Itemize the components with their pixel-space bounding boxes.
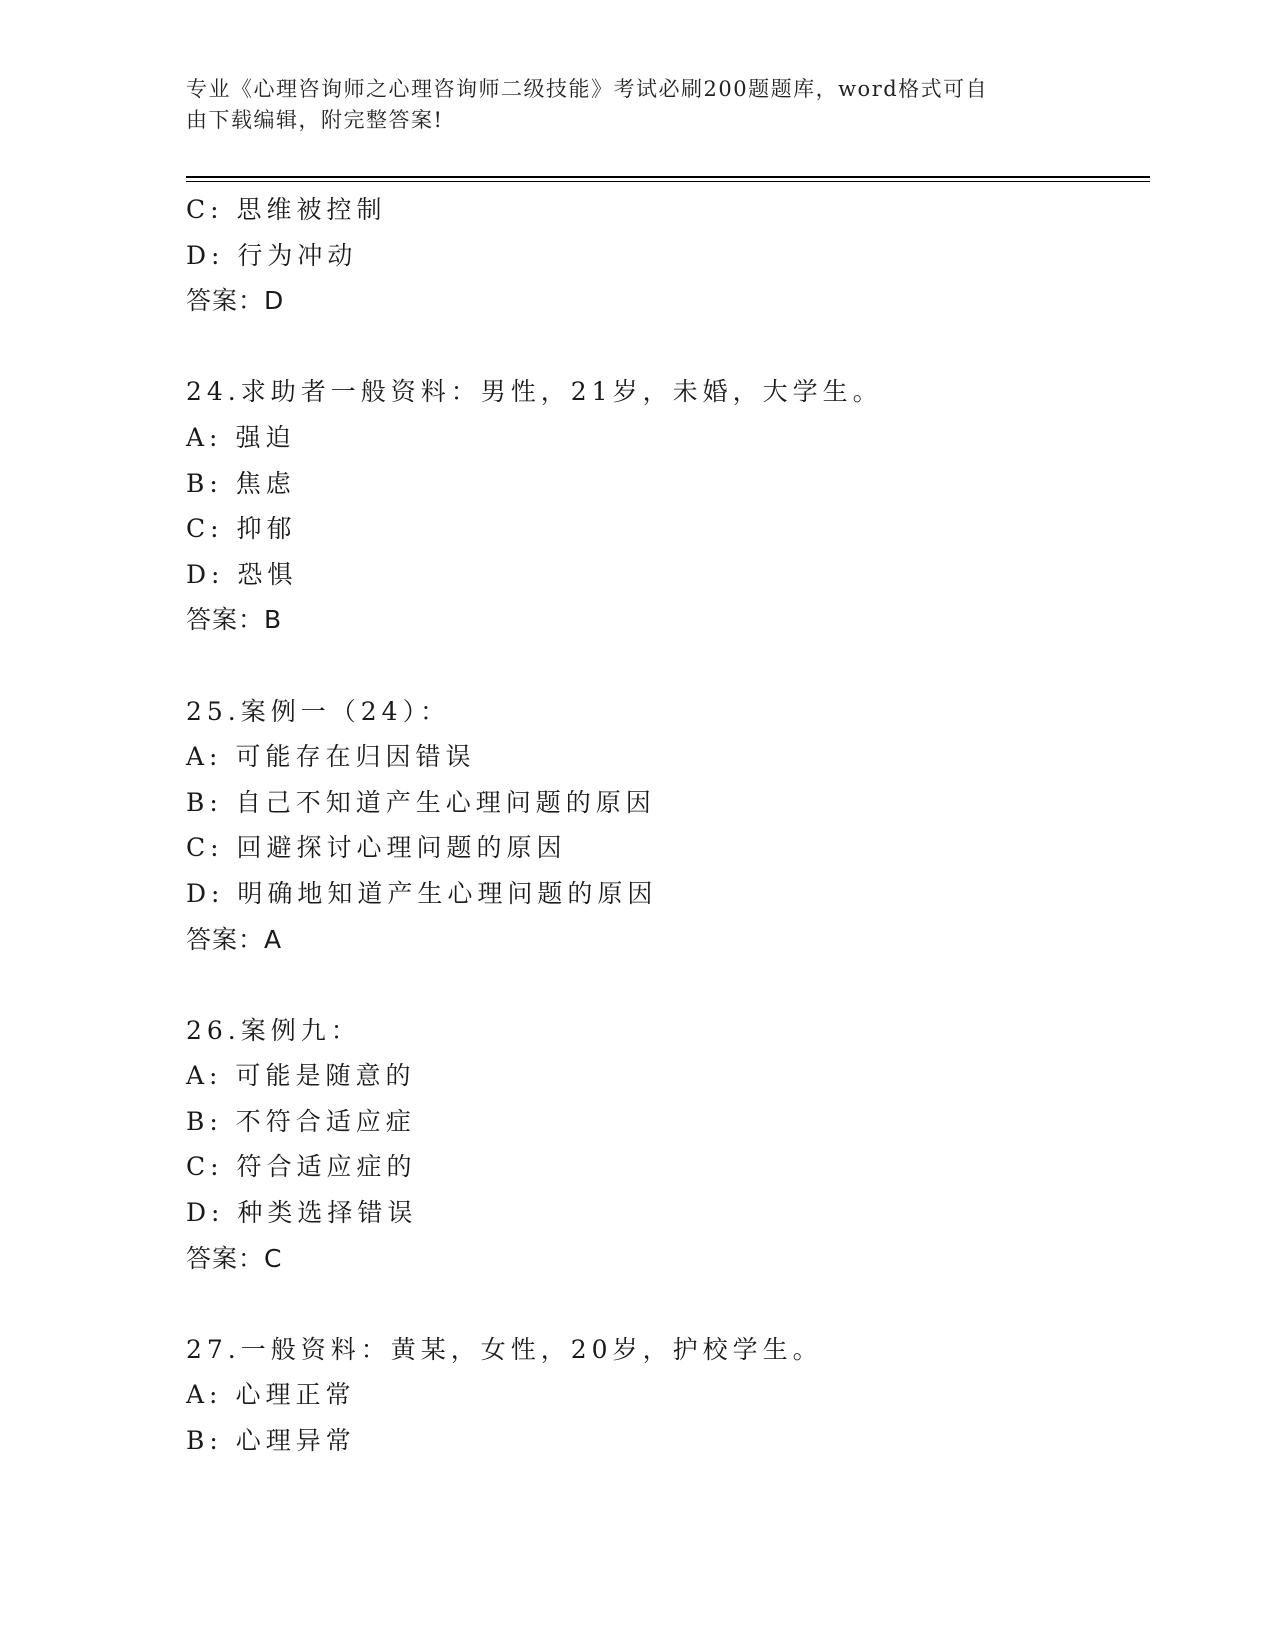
question-27 (186, 1327, 1126, 1464)
option-d: D: 恐惧 (186, 559, 298, 589)
option-d: D: 种类选择错误 (186, 1198, 418, 1228)
spacer (186, 1281, 1126, 1327)
option-d: D: 行为冲动 (186, 240, 358, 270)
option-a: A: 心理正常 (186, 1380, 356, 1410)
question-stem: 25.案例一（24）： (186, 696, 451, 726)
option-b: B: 不符合适应症 (186, 1106, 416, 1136)
header-line-1: 专业《心理咨询师之心理咨询师二级技能》考试必刷200题题库，word格式可自 (186, 77, 989, 101)
answer-23: 答案：D (186, 286, 285, 316)
header-line-2: 由下载编辑，附完整答案! (186, 108, 444, 132)
spacer (186, 962, 1126, 1008)
option-b: B: 自己不知道产生心理问题的原因 (186, 787, 656, 817)
answer-25: 答案：A (186, 924, 283, 954)
header-divider-thin (186, 181, 1150, 182)
question-23-continuation (186, 187, 1126, 324)
question-list (186, 187, 1126, 1464)
spacer (186, 643, 1126, 689)
header-divider-thick (186, 176, 1150, 178)
question-stem: 24.求助者一般资料：男性，21岁，未婚，大学生。 (186, 377, 883, 407)
question-24 (186, 369, 1126, 643)
option-a: A: 可能是随意的 (186, 1061, 416, 1091)
question-26 (186, 1008, 1126, 1282)
option-a: A: 强迫 (186, 422, 296, 452)
question-stem: 27.一般资料：黄某，女性，20岁，护校学生。 (186, 1334, 823, 1364)
option-c: C: 回避探讨心理问题的原因 (186, 833, 567, 863)
option-c: C: 符合适应症的 (186, 1152, 417, 1182)
option-a: A: 可能存在归因错误 (186, 742, 476, 772)
option-c: C: 抑郁 (186, 514, 297, 544)
question-25 (186, 689, 1126, 963)
page-header (186, 74, 1066, 136)
option-d: D: 明确地知道产生心理问题的原因 (186, 878, 658, 908)
spacer (186, 324, 1126, 370)
option-b: B: 心理异常 (186, 1426, 356, 1456)
option-c: C: 思维被控制 (186, 195, 387, 224)
option-b: B: 焦虑 (186, 468, 296, 498)
question-stem: 26.案例九： (186, 1015, 361, 1045)
answer-24: 答案：B (186, 605, 283, 635)
answer-26: 答案：C (186, 1243, 283, 1273)
